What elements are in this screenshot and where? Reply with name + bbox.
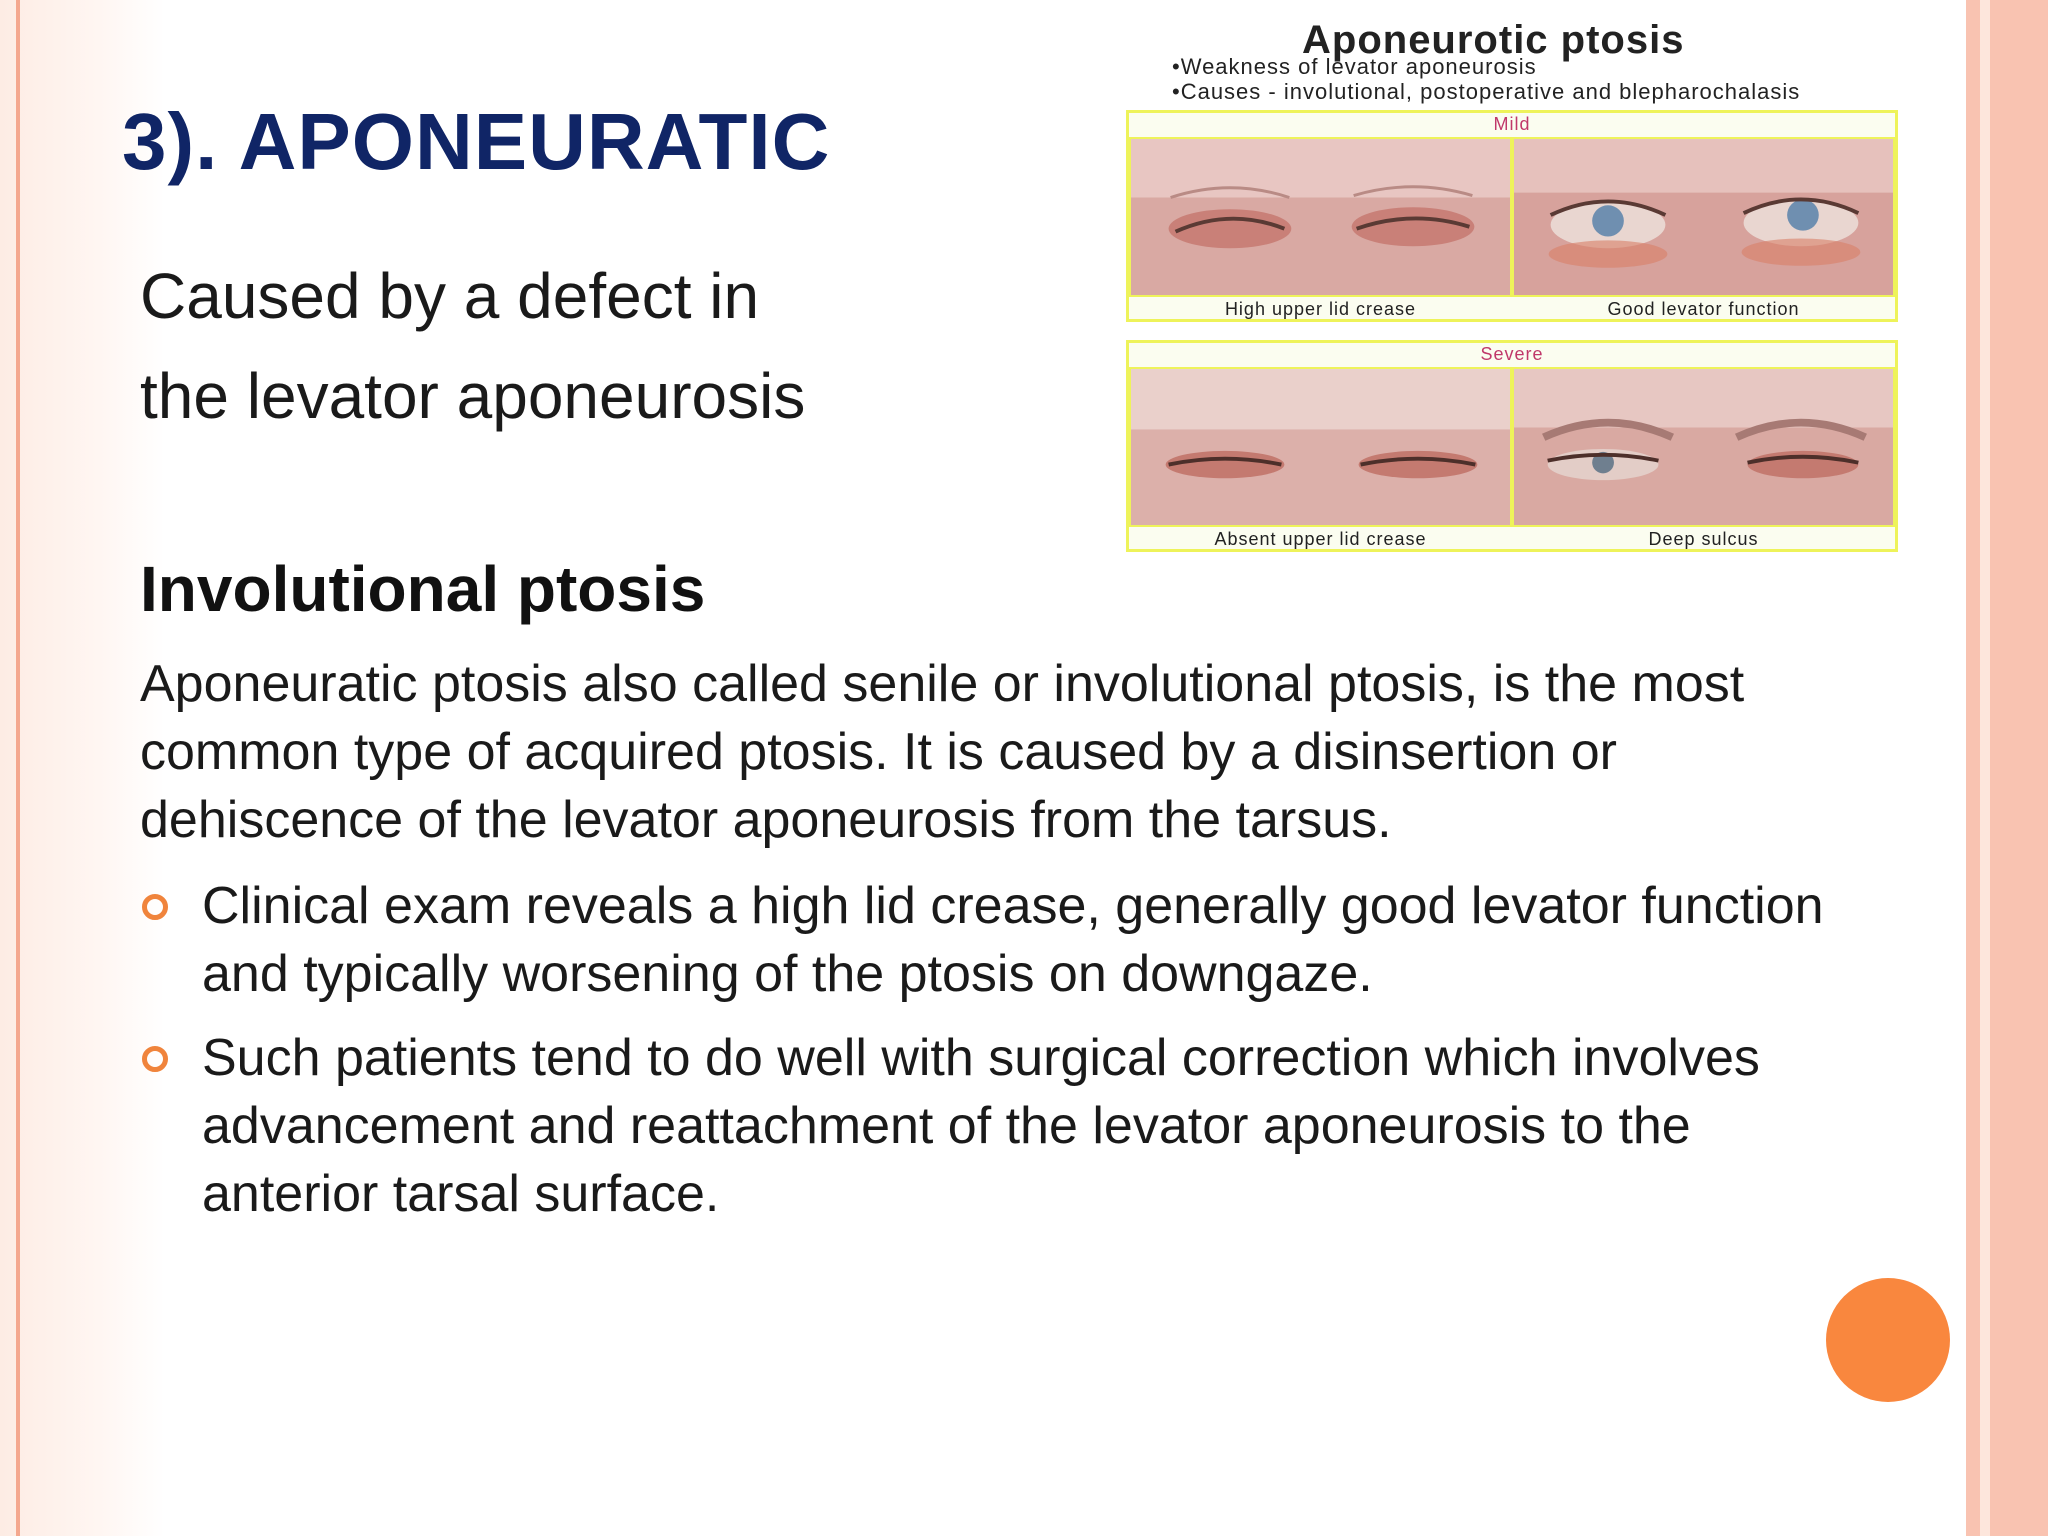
bullet-list xyxy=(140,872,1860,1244)
caption-high-lid-crease: High upper lid crease xyxy=(1224,299,1417,319)
eye-photo-absent-lid-crease xyxy=(1129,367,1512,527)
left-accent-line xyxy=(16,0,20,1536)
orange-circle-decoration xyxy=(1826,1278,1950,1402)
section-heading: Involutional ptosis xyxy=(140,553,706,625)
bullet-text: Clinical exam reveals a high lid crease, generally good levator function and typically worsening of the ptosis on downgaze. xyxy=(202,877,1824,1003)
figure-bullet: • Causes - involutional, postoperative and blepharochalasis xyxy=(1172,79,1800,104)
caption-good-levator-function: Good levator function xyxy=(1607,299,1800,319)
right-decorative-gap xyxy=(1980,0,1990,1536)
circle-bullet-icon xyxy=(142,1046,168,1072)
subtitle-line-1: Caused by a defect in xyxy=(140,260,760,332)
bullet-item xyxy=(140,872,1860,1008)
description-paragraph: Aponeuratic ptosis also called senile or involutional ptosis, is the most common type of acquired ptosis. It is caused by a disinsertion or dehiscence of the levator aponeurosis from the tarsus. xyxy=(140,655,1745,849)
figure-bullet-list xyxy=(1172,54,1800,104)
mild-label: Mild xyxy=(1493,114,1531,134)
aponeurotic-ptosis-figure xyxy=(1116,18,1922,578)
severe-panel xyxy=(1126,340,1898,552)
severe-label: Severe xyxy=(1480,344,1544,364)
right-decorative-stripe xyxy=(1966,0,1980,1536)
circle-bullet-icon xyxy=(142,894,168,920)
right-decorative-band xyxy=(1990,0,2048,1536)
figure-bullet: • Weakness of levator aponeurosis xyxy=(1172,54,1800,79)
eye-photo-deep-sulcus xyxy=(1512,367,1895,527)
subtitle-line-2: the levator aponeurosis xyxy=(140,360,806,432)
bullet-text: Such patients tend to do well with surgical correction which involves advancement and reattachment of the levator aponeurosis to the anterior tarsal surface. xyxy=(202,1029,1760,1223)
slide-subtitle xyxy=(140,246,805,446)
mild-panel xyxy=(1126,110,1898,322)
bullet-item xyxy=(140,1024,1860,1228)
eye-photo-good-levator-function xyxy=(1512,137,1895,297)
eye-photo-high-lid-crease xyxy=(1129,137,1512,297)
caption-deep-sulcus: Deep sulcus xyxy=(1648,529,1759,549)
figure-title: Aponeurotic ptosis xyxy=(1302,18,1685,62)
caption-absent-lid-crease: Absent upper lid crease xyxy=(1214,529,1427,549)
slide-title: 3). APONEURATIC xyxy=(122,97,831,186)
